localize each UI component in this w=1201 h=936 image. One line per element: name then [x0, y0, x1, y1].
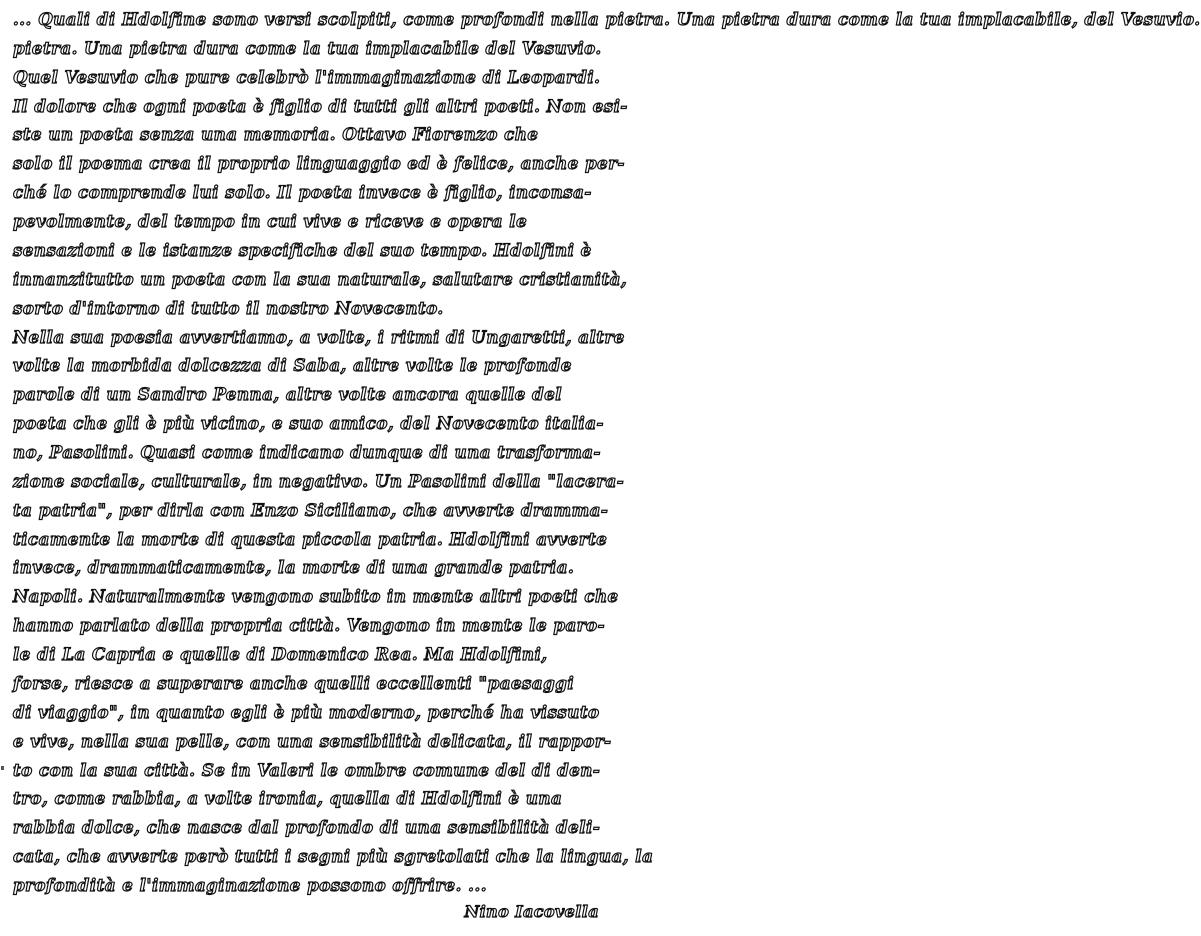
text-line: ché lo comprende lui solo. Il poeta invece è figlio, inconsa- [13, 182, 592, 202]
text-line: rabbia dolce, che nasce dal profondo di una sensibilità deli- [13, 817, 601, 837]
text-line: ticamente la morte di questa piccola patria. Hdolfini avverte [13, 529, 608, 549]
author-signature: Nino Iacovella [464, 902, 599, 921]
text-line: solo il poema crea il proprio linguaggio ed è felice, anche per- [13, 153, 625, 173]
text-line: e vive, nella sua pelle, con una sensibilità delicata, il rappor- [13, 731, 612, 751]
text-line: invece, drammaticamente, la morte di una grande patria. [13, 557, 575, 577]
text-line: di viaggio", in quanto egli è più moderno, perché ha vissuto [13, 702, 600, 722]
text-line: hanno parlato della propria città. Vengono in mente le paro- [13, 615, 605, 635]
text-line: Quel Vesuvio che pure celebrò l'immaginazione di Leopardi. [13, 67, 601, 87]
text-line: sorto d'intorno di tutto il nostro Novecento. [13, 298, 444, 318]
text-line: le di La Capria e quelle di Domenico Rea. Ma Hdolfini, [13, 644, 548, 664]
text-line: profondità e l'immaginazione possono offrire. ... [13, 875, 487, 895]
text-line: Nella sua poesia avvertiamo, a volte, i ritmi di Ungaretti, altre [13, 327, 625, 347]
text-line: poeta che gli è più vicino, e suo amico, del Novecento italia- [13, 413, 604, 433]
text-line: cata, che avverte però tutti i segni più sgretolati che la lingua, la [13, 846, 654, 866]
text-line: sensazioni e le istanze specifiche del suo tempo. Hdolfini è [13, 240, 592, 260]
text-line: pietra. Una pietra dura come la tua implacabile del Vesuvio. [13, 38, 602, 58]
text-line: to con la sua città. Se in Valeri le ombre comune del di den- [13, 760, 601, 780]
text-line: volte la morbida dolcezza di Saba, altre volte le profonde [13, 355, 572, 375]
text-line: forse, riesce a superare anche quelli eccellenti "paesaggi [13, 673, 575, 693]
text-line: zione sociale, culturale, in negativo. Un Pasolini della "lacera- [13, 471, 625, 491]
scan-artifact [1, 766, 4, 770]
text-line: Il dolore che ogni poeta è figlio di tutti gli altri poeti. Non esi- [13, 96, 628, 116]
text-line: pevolmente, del tempo in cui vive e riceve e opera le [13, 211, 528, 231]
text-line: no, Pasolini. Quasi come indicano dunque di una trasforma- [13, 442, 601, 462]
text-line: innanzitutto un poeta con la sua naturale, salutare cristianità, [13, 269, 628, 289]
document-page [13, 8, 1201, 928]
text-line: ta patria", per dirla con Enzo Siciliano, che avverte dramma- [13, 500, 609, 520]
text-line: tro, come rabbia, a volte ironia, quella di Hdolfini è una [13, 788, 563, 808]
text-line: parole di un Sandro Penna, altre volte ancora quelle del [13, 384, 563, 404]
text-line: ste un poeta senza una memoria. Ottavo Fiorenzo che [13, 124, 539, 144]
text-line: ... Quali di Hdolfine sono versi scolpiti, come profondi nella pietra. Una pietra dura come la tua implacabile, del Vesuvio. [13, 9, 1201, 29]
text-line: Napoli. Naturalmente vengono subito in mente altri poeti che [13, 586, 619, 606]
